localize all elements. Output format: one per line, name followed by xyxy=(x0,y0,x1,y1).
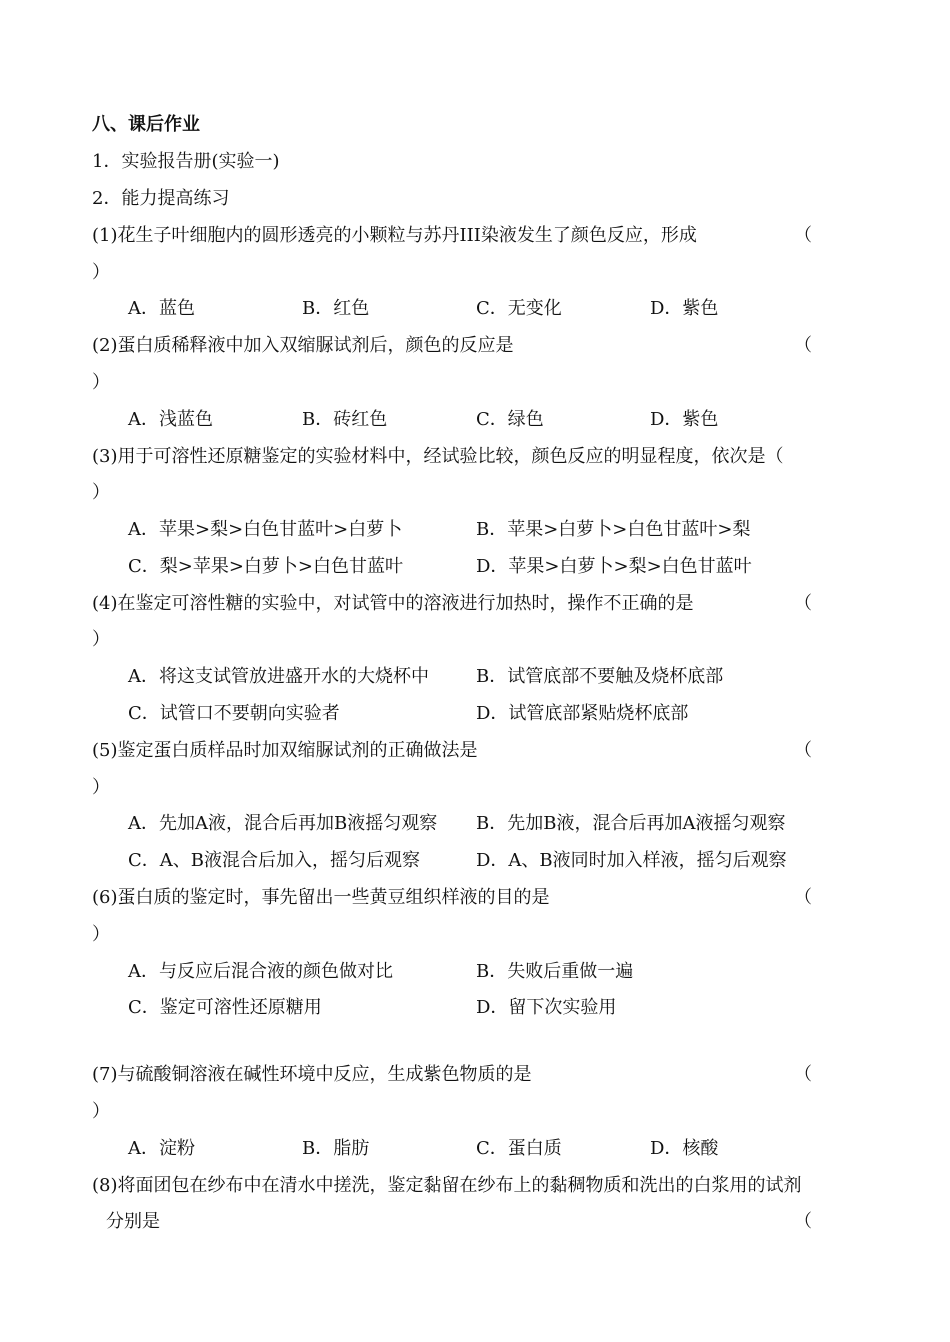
question-8-stem: (8)将面团包在纱布中在清水中搓洗，鉴定黏留在纱布上的黏稠物质和洗出的白浆用的试剂 xyxy=(92,1175,802,1196)
question-5-option-b: B．先加B液，混合后再加A液摇匀观察 xyxy=(476,813,786,834)
question-6-option-a: A．与反应后混合液的颜色做对比 xyxy=(128,961,393,982)
question-7-option-d: D．核酸 xyxy=(650,1138,719,1159)
question-1-option-a: A．蓝色 xyxy=(128,298,195,319)
question-3-option-c: C．梨>苹果>白萝卜>白色甘蓝叶 xyxy=(128,556,404,577)
question-2-option-d: D．紫色 xyxy=(650,409,719,430)
section-heading: 八、课后作业 xyxy=(92,114,200,135)
question-1-paren-close: ） xyxy=(92,262,110,283)
question-5-stem: (5)鉴定蛋白质样品时加双缩脲试剂的正确做法是 xyxy=(92,740,478,761)
question-1-stem: (1)花生子叶细胞内的圆形透亮的小颗粒与苏丹III染液发生了颜色反应，形成 xyxy=(92,225,697,246)
question-6-option-d: D．留下次实验用 xyxy=(476,997,617,1018)
question-5-option-a: A．先加A液，混合后再加B液摇匀观察 xyxy=(128,813,438,834)
question-7-option-a: A．淀粉 xyxy=(128,1138,195,1159)
question-3-option-d: D．苹果>白萝卜>梨>白色甘蓝叶 xyxy=(476,556,752,577)
question-2-stem: (2)蛋白质稀释液中加入双缩脲试剂后，颜色的反应是 xyxy=(92,335,514,356)
question-4-stem: (4)在鉴定可溶性糖的实验中，对试管中的溶液进行加热时，操作不正确的是 xyxy=(92,593,694,614)
question-4-option-b: B．试管底部不要触及烧杯底部 xyxy=(476,666,724,687)
question-7-paren-open: （ xyxy=(794,1064,812,1085)
question-6-option-c: C．鉴定可溶性还原糖用 xyxy=(128,997,322,1018)
question-3-paren-close: ） xyxy=(92,482,110,503)
question-5-option-c: C．A、B液混合后加入，摇匀后观察 xyxy=(128,850,420,871)
question-3-option-b: B．苹果>白萝卜>白色甘蓝叶>梨 xyxy=(476,519,751,540)
question-6-paren-close: ） xyxy=(92,924,110,945)
item-lab-report: 1．实验报告册(实验一) xyxy=(92,151,280,172)
question-5-paren-open: （ xyxy=(794,740,812,761)
question-1-paren-open: （ xyxy=(794,225,812,246)
question-6-paren-open: （ xyxy=(794,887,812,908)
question-4-paren-close: ） xyxy=(92,629,110,650)
question-6-option-b: B．失败后重做一遍 xyxy=(476,961,634,982)
question-7-stem: (7)与硫酸铜溶液在碱性环境中反应，生成紫色物质的是 xyxy=(92,1064,532,1085)
question-6-stem: (6)蛋白质的鉴定时，事先留出一些黄豆组织样液的目的是 xyxy=(92,887,550,908)
question-3-stem: (3)用于可溶性还原糖鉴定的实验材料中，经试验比较，颜色反应的明显程度，依次是（ xyxy=(92,446,784,467)
question-2-option-b: B．砖红色 xyxy=(302,409,388,430)
question-2-option-c: C．绿色 xyxy=(476,409,544,430)
question-2-paren-close: ） xyxy=(92,372,110,393)
question-1-option-d: D．紫色 xyxy=(650,298,719,319)
question-8-paren-open: （ xyxy=(794,1211,812,1232)
question-1-option-b: B．红色 xyxy=(302,298,370,319)
question-4-option-d: D．试管底部紧贴烧杯底部 xyxy=(476,703,689,724)
question-7-paren-close: ） xyxy=(92,1101,110,1122)
question-5-option-d: D．A、B液同时加入样液，摇匀后观察 xyxy=(476,850,787,871)
question-4-option-a: A．将这支试管放进盛开水的大烧杯中 xyxy=(128,666,429,687)
question-7-option-b: B．脂肪 xyxy=(302,1138,370,1159)
question-8-stem-continued: 分别是 xyxy=(106,1211,160,1232)
question-2-paren-open: （ xyxy=(794,335,812,356)
question-4-option-c: C．试管口不要朝向实验者 xyxy=(128,703,340,724)
question-4-paren-open: （ xyxy=(794,593,812,614)
question-2-option-a: A．浅蓝色 xyxy=(128,409,213,430)
question-5-paren-close: ） xyxy=(92,777,110,798)
item-practice: 2．能力提高练习 xyxy=(92,188,230,209)
question-1-option-c: C．无变化 xyxy=(476,298,562,319)
question-3-option-a: A．苹果>梨>白色甘蓝叶>白萝卜 xyxy=(128,519,403,540)
question-7-option-c: C．蛋白质 xyxy=(476,1138,562,1159)
